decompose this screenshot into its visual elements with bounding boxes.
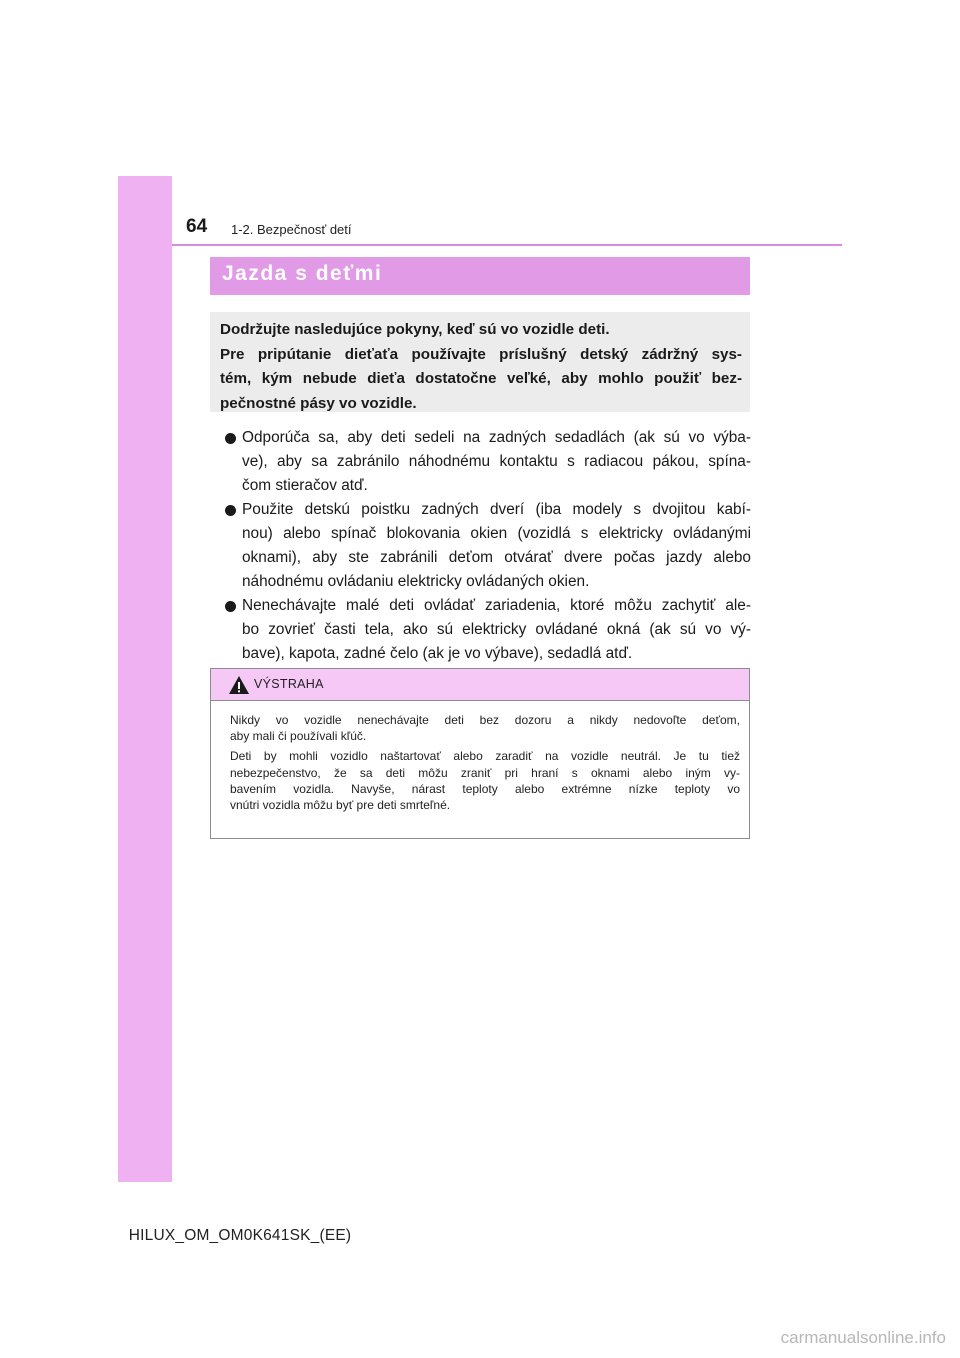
warning-triangle-icon: [228, 675, 250, 695]
list-item: [225, 498, 751, 594]
bullet-line: oknami), aby ste zabránili deťom otvárať dvere počas jazdy alebo: [242, 549, 751, 566]
warning-header: [211, 669, 749, 701]
intro-line: tém, kým nebude dieťa dostatočne veľké, aby mohlo použiť bez-: [220, 370, 742, 387]
bullet-icon: [225, 601, 236, 612]
watermark: carmanualsonline.info: [780, 1328, 946, 1347]
document-code: HILUX_OM_OM0K641SK_(EE): [128, 1227, 352, 1244]
intro-line: Dodržujte nasledujúce pokyny, keď sú vo vozidle deti.: [220, 321, 610, 338]
bullet-line: Odporúča sa, aby deti sedeli na zadných sedadlách (ak sú vo výba-: [242, 429, 751, 446]
bullet-line: ve), aby sa zabránilo náhodnému kontaktu s radiacou pákou, spína-: [242, 453, 751, 470]
warning-line: Deti by mohli vozidlo naštartovať alebo zaradiť na vozidle neutrál. Je tu tiež: [230, 749, 740, 764]
warning-line: aby mali či používali kľúč.: [230, 729, 367, 744]
bullet-list: [225, 426, 751, 666]
bullet-icon: [225, 505, 236, 516]
section-title: Jazda s deťmi: [222, 262, 383, 285]
bullet-icon: [225, 433, 236, 444]
warning-line: Nikdy vo vozidle nenechávajte deti bez dozoru a nikdy nedovoľte deťom,: [230, 713, 740, 727]
list-item: [225, 426, 751, 498]
side-tab-band: [118, 176, 172, 1182]
bullet-line: bo zovrieť časti tela, ako sú elektricky ovládané okná (ak sú vo vý-: [242, 621, 751, 638]
warning-line: vnútri vozidla môžu byť pre deti smrteľné.: [230, 798, 451, 813]
section-title-bar: [210, 257, 750, 295]
warning-paragraph: [230, 748, 740, 813]
page-number: 64: [186, 216, 208, 237]
intro-line: Pre pripútanie dieťaťa používajte príslušný detský zádržný sys-: [220, 345, 742, 363]
list-item: [225, 594, 751, 666]
warning-paragraph: [230, 712, 740, 744]
warning-line: nebezpečenstvo, že sa deti môžu zraniť pri hraní s oknami alebo iným vy-: [230, 765, 740, 780]
bullet-line: nou) alebo spínač blokovania okien (vozidlá s elektricky ovládanými: [242, 525, 751, 542]
header-rule: [172, 244, 842, 246]
bullet-line: Použite detskú poistku zadných dverí (iba modely s dvojitou kabí-: [242, 501, 751, 518]
intro-box: [210, 312, 750, 412]
warning-line: bavením vozidla. Navyše, nárast teploty alebo extrémne nízke teploty vo: [230, 781, 740, 796]
bullet-line: bave), kapota, zadné čelo (ak je vo výbave), sedadlá atď.: [242, 645, 633, 662]
bullet-line: Nenechávajte malé deti ovládať zariadenia, ktoré môžu zachytiť ale-: [242, 597, 751, 614]
bullet-line: náhodnému ovládaniu elektricky ovládaných okien.: [242, 573, 590, 590]
warning-title: VÝSTRAHA: [254, 677, 324, 691]
section-label: 1-2. Bezpečnosť detí: [231, 222, 352, 237]
warning-body: [211, 701, 749, 813]
warning-box: [210, 668, 750, 839]
bullet-line: čom stieračov atď.: [242, 477, 368, 494]
intro-line: pečnostné pásy vo vozidle.: [220, 394, 417, 412]
